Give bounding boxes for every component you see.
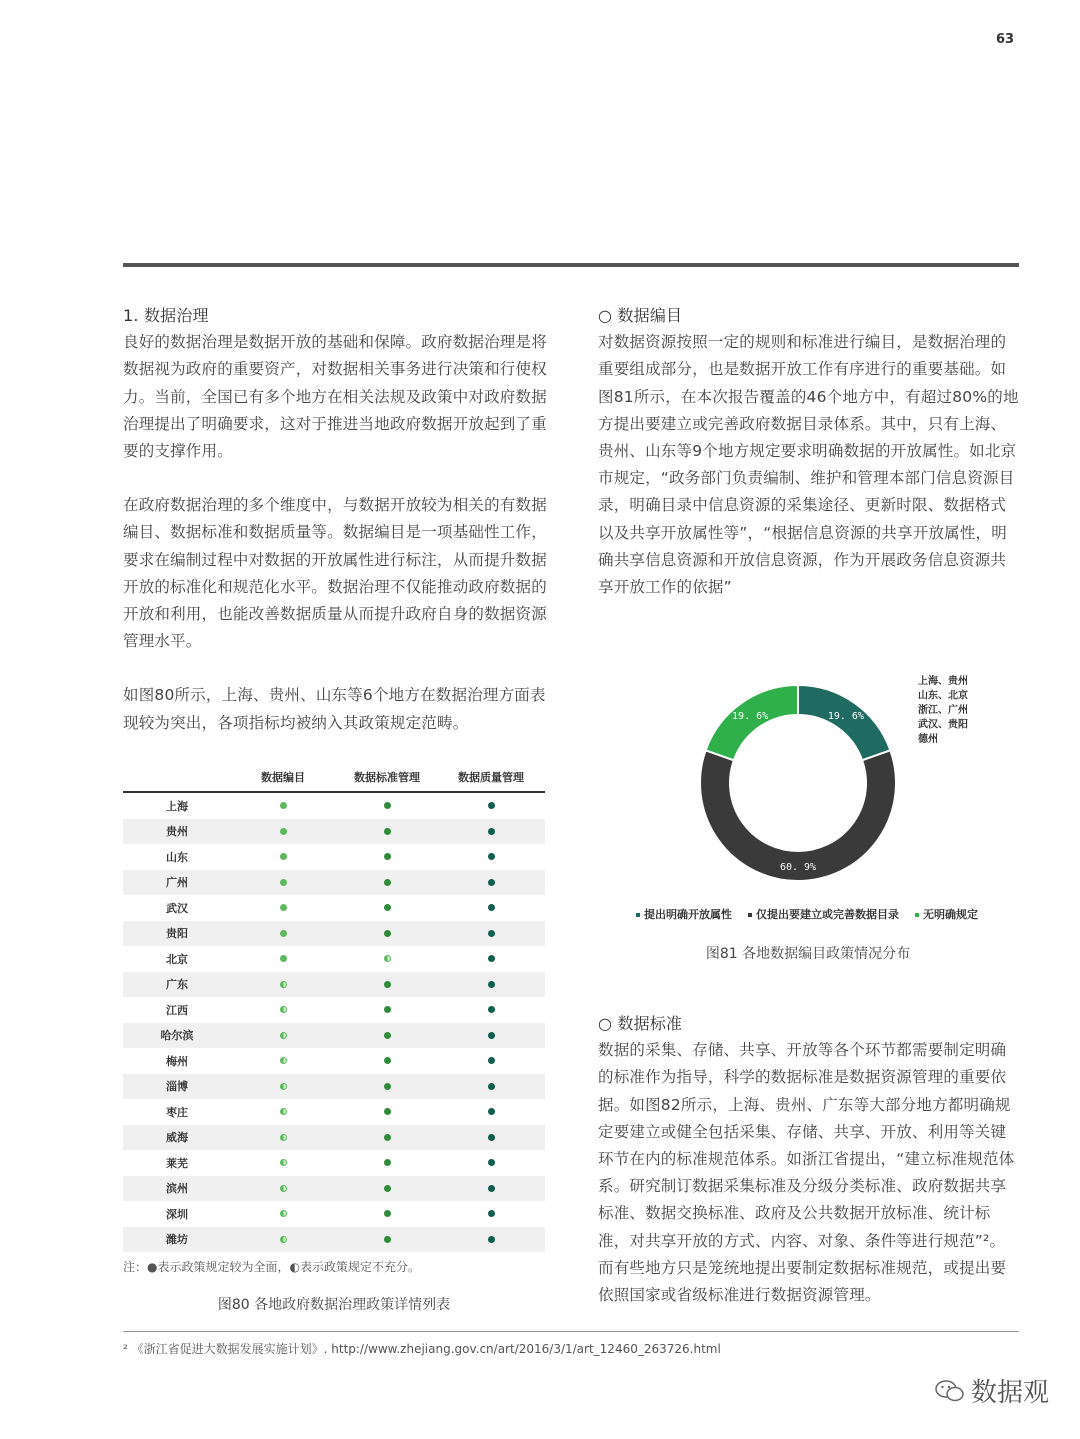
city-name: 梅州 bbox=[166, 1054, 188, 1068]
paragraph-2: 在政府数据治理的多个维度中，与数据开放较为相关的有数据编目、数据标准和数据质量等。数据编目是一项基础性工作，要求在编制过程中对数据的开放属性进行标注，从而提升数据开放的标准化和规范化水平。数据治理不仅能推动政府数据的开放和利用，也能改善数据质量从而提升政府自身的数据资源管理水平。 bbox=[123, 496, 547, 651]
table-cell bbox=[231, 1108, 335, 1115]
donut-chart bbox=[598, 640, 1018, 900]
table-cell bbox=[335, 853, 439, 860]
table-cell bbox=[439, 955, 543, 962]
table-cell bbox=[335, 1159, 439, 1166]
full-dot-icon bbox=[280, 879, 287, 886]
partial-dot-icon bbox=[384, 955, 391, 962]
table-cell bbox=[335, 802, 439, 809]
table-cell bbox=[335, 879, 439, 886]
partial-dot-icon bbox=[280, 1159, 287, 1166]
partial-dot-icon bbox=[280, 1185, 287, 1192]
table-cell bbox=[335, 1210, 439, 1217]
full-dot-icon bbox=[488, 1210, 495, 1217]
table-cell bbox=[439, 981, 543, 988]
full-dot-icon bbox=[384, 1083, 391, 1090]
city-name: 深圳 bbox=[166, 1207, 188, 1221]
full-dot-icon bbox=[384, 1006, 391, 1013]
full-dot-icon bbox=[280, 828, 287, 835]
table-cell bbox=[231, 904, 335, 911]
callout-line: 山东、北京 bbox=[918, 690, 968, 702]
full-dot-icon bbox=[384, 1108, 391, 1115]
legend-swatch-2 bbox=[748, 913, 752, 917]
partial-dot-icon bbox=[280, 981, 287, 988]
city-name: 贵州 bbox=[166, 825, 188, 839]
full-dot-icon bbox=[280, 802, 287, 809]
catalog-heading: ○ 数据编目 bbox=[598, 306, 683, 325]
city-name: 广州 bbox=[166, 876, 188, 890]
full-dot-icon bbox=[488, 1032, 495, 1039]
full-dot-icon bbox=[488, 1108, 495, 1115]
table-row bbox=[123, 1074, 545, 1100]
legend-item-1 bbox=[636, 906, 732, 922]
table-cell bbox=[335, 930, 439, 937]
city-name: 滨州 bbox=[166, 1182, 188, 1196]
table-cell bbox=[439, 802, 543, 809]
left-column bbox=[123, 302, 547, 737]
full-dot-icon bbox=[280, 955, 287, 962]
city-name: 武汉 bbox=[166, 901, 188, 915]
full-dot-icon bbox=[280, 904, 287, 911]
table-cell bbox=[439, 879, 543, 886]
slice-value-label: 19. 6% bbox=[827, 711, 864, 723]
top-rule bbox=[123, 263, 1019, 267]
table-cell bbox=[231, 930, 335, 937]
full-dot-icon bbox=[384, 904, 391, 911]
full-dot-icon bbox=[488, 828, 495, 835]
legend-label-3: 无明确规定 bbox=[923, 908, 978, 921]
table-cell bbox=[231, 828, 335, 835]
city-name: 北京 bbox=[166, 952, 188, 966]
table-cell bbox=[335, 1108, 439, 1115]
full-dot-icon bbox=[488, 853, 495, 860]
table-cell bbox=[231, 955, 335, 962]
table-row bbox=[123, 946, 545, 972]
slice-value-label: 19. 6% bbox=[732, 711, 769, 723]
table-row bbox=[123, 1125, 545, 1151]
table-row bbox=[123, 1227, 545, 1253]
table-cell bbox=[335, 955, 439, 962]
catalog-text: 对数据资源按照一定的规则和标准进行编目，是数据治理的重要组成部分，也是数据开放工作有序进行的重要基础。如图81所示，在本次报告覆盖的46个地方中，有超过80%的地方提出要建立或完善政府数据目录体系。其中，只有上海、贵州、山东等9个地方规定要求明确数据的开放属性。如北京市规定，“政务部门负责编制、维护和管理本部门信息资源目录，明确目录中信息资源的采集途径、更新时限、数据格式以及共享开放属性等”，“根据信息资源的共享开放属性，明确共享信息资源和开放信息资源，作为开展政务信息资源共享开放工作的依据” bbox=[598, 333, 1019, 597]
table-cell bbox=[335, 1134, 439, 1141]
paragraph-1: 良好的数据治理是数据开放的基础和保障。政府数据治理是将数据视为政府的重要资产，对数据相关事务进行决策和行使权力。当前，全国已有多个地方在相关法规及政策中对政府数据治理提出了明确要求，这对于推进当地政府数据开放起到了重要的支撑作用。 bbox=[123, 333, 547, 461]
table-row bbox=[123, 793, 545, 819]
section-heading: 1. 数据治理 bbox=[123, 306, 209, 325]
city-name: 江西 bbox=[166, 1003, 188, 1017]
paragraph-3: 如图80所示，上海、贵州、山东等6个地方在数据治理方面表现较为突出，各项指标均被纳入其政策规定范畴。 bbox=[123, 686, 546, 732]
table-row bbox=[123, 1201, 545, 1227]
full-dot-icon bbox=[280, 853, 287, 860]
table-cell bbox=[439, 1134, 543, 1141]
footnote-rule bbox=[123, 1331, 1019, 1332]
partial-dot-icon bbox=[280, 1083, 287, 1090]
full-dot-icon bbox=[488, 1185, 495, 1192]
callout-line: 上海、贵州 bbox=[918, 676, 968, 687]
city-name: 山东 bbox=[166, 850, 188, 864]
table-row bbox=[123, 972, 545, 998]
table-cell bbox=[439, 1006, 543, 1013]
full-dot-icon bbox=[384, 1236, 391, 1243]
full-dot-icon bbox=[488, 955, 495, 962]
figure-80-caption: 图80 各地政府数据治理政策详情列表 bbox=[217, 1297, 451, 1313]
wechat-icon bbox=[935, 1379, 965, 1403]
page-number: 63 bbox=[996, 32, 1015, 47]
table-cell bbox=[231, 853, 335, 860]
full-dot-icon bbox=[384, 1185, 391, 1192]
table-cell bbox=[439, 1057, 543, 1064]
full-dot-icon bbox=[488, 904, 495, 911]
partial-dot-icon bbox=[280, 1032, 287, 1039]
partial-dot-icon bbox=[280, 1236, 287, 1243]
full-dot-icon bbox=[384, 1057, 391, 1064]
legend-label-2: 仅提出要建立或完善数据目录 bbox=[756, 908, 899, 921]
partial-dot-icon bbox=[280, 1057, 287, 1064]
full-dot-icon bbox=[488, 1006, 495, 1013]
table-cell bbox=[335, 1185, 439, 1192]
table-note: 注：●表示政策规定较为全面，◐表示政策规定不充分。 bbox=[123, 1260, 420, 1274]
table-cell bbox=[231, 1210, 335, 1217]
full-dot-icon bbox=[384, 853, 391, 860]
full-dot-icon bbox=[384, 879, 391, 886]
header-standard: 数据标准管理 bbox=[354, 771, 420, 784]
city-name: 威海 bbox=[166, 1131, 188, 1145]
table-row bbox=[123, 819, 545, 845]
header-quality: 数据质量管理 bbox=[458, 771, 524, 784]
full-dot-icon bbox=[488, 1159, 495, 1166]
legend-swatch-1 bbox=[636, 913, 640, 917]
table-cell bbox=[231, 1236, 335, 1243]
standard-heading: ○ 数据标准 bbox=[598, 1014, 683, 1033]
city-name: 潍坊 bbox=[166, 1233, 188, 1247]
partial-dot-icon bbox=[280, 1006, 287, 1013]
watermark-text: 数据观 bbox=[971, 1378, 1050, 1408]
full-dot-icon bbox=[384, 1032, 391, 1039]
table-cell bbox=[231, 879, 335, 886]
table-cell bbox=[439, 828, 543, 835]
full-dot-icon bbox=[488, 1083, 495, 1090]
table-row bbox=[123, 1023, 545, 1049]
table-row bbox=[123, 1048, 545, 1074]
table-cell bbox=[335, 1032, 439, 1039]
table-cell bbox=[439, 1083, 543, 1090]
partial-dot-icon bbox=[280, 1134, 287, 1141]
table-row bbox=[123, 1099, 545, 1125]
full-dot-icon bbox=[488, 1236, 495, 1243]
city-name: 淄博 bbox=[166, 1080, 188, 1094]
table-cell bbox=[335, 1236, 439, 1243]
table-row bbox=[123, 844, 545, 870]
city-name: 贵阳 bbox=[166, 927, 188, 941]
table-row bbox=[123, 1176, 545, 1202]
full-dot-icon bbox=[280, 930, 287, 937]
city-name: 广东 bbox=[166, 978, 188, 992]
watermark bbox=[935, 1372, 1049, 1409]
table-cell bbox=[439, 1032, 543, 1039]
full-dot-icon bbox=[488, 802, 495, 809]
table-cell bbox=[335, 1006, 439, 1013]
legend-label-1: 提出明确开放属性 bbox=[644, 908, 732, 921]
city-name: 莱芜 bbox=[166, 1156, 188, 1170]
table-row bbox=[123, 870, 545, 896]
table-cell bbox=[231, 1032, 335, 1039]
full-dot-icon bbox=[384, 828, 391, 835]
table-cell bbox=[231, 1159, 335, 1166]
full-dot-icon bbox=[488, 879, 495, 886]
standard-text: 数据的采集、存储、共享、开放等各个环节都需要制定明确的标准作为指导，科学的数据标准是数据资源管理的重要依据。如图82所示，上海、贵州、广东等大部分地方都明确规定要建立或健全包括采集、存储、共享、开放、利用等关键环节在内的标准规范体系。如浙江省提出，“建立标准规范体系。研究制订数据采集标准及分级分类标准、政府数据共享标准、数据交换标准、政府及公共数据开放标准、统计标准，对共享开放的方式、内容、对象、条件等进行规范”²。而有些地方只是笼统地提出要制定数据标准规范，或提出要依照国家或省级标准进行数据资源管理。 bbox=[598, 1041, 1015, 1305]
table-cell bbox=[335, 1057, 439, 1064]
table-row bbox=[123, 1150, 545, 1176]
partial-dot-icon bbox=[280, 1108, 287, 1115]
donut-slice bbox=[798, 685, 890, 760]
table-cell bbox=[335, 828, 439, 835]
table-cell bbox=[335, 981, 439, 988]
full-dot-icon bbox=[384, 981, 391, 988]
full-dot-icon bbox=[488, 930, 495, 937]
city-name: 上海 bbox=[166, 799, 188, 813]
table-cell bbox=[439, 1185, 543, 1192]
table-cell bbox=[439, 1210, 543, 1217]
right-column-bottom bbox=[598, 1010, 1020, 1309]
table-row bbox=[123, 921, 545, 947]
table-cell bbox=[231, 1134, 335, 1141]
city-name: 哈尔滨 bbox=[160, 1029, 194, 1043]
full-dot-icon bbox=[488, 1134, 495, 1141]
city-name: 枣庄 bbox=[166, 1105, 188, 1119]
table-cell bbox=[231, 1057, 335, 1064]
table-row bbox=[123, 997, 545, 1023]
full-dot-icon bbox=[384, 802, 391, 809]
table-cell bbox=[231, 981, 335, 988]
table-cell bbox=[335, 904, 439, 911]
table-cell bbox=[439, 853, 543, 860]
table-body bbox=[123, 793, 545, 1252]
table-cell bbox=[439, 1108, 543, 1115]
full-dot-icon bbox=[384, 1159, 391, 1166]
table-header bbox=[123, 765, 545, 793]
partial-dot-icon bbox=[280, 1210, 287, 1217]
table-cell bbox=[231, 802, 335, 809]
chart-legend bbox=[636, 906, 978, 922]
callout-line: 武汉、贵阳 bbox=[918, 719, 968, 731]
table-cell bbox=[231, 1006, 335, 1013]
table-cell bbox=[231, 1083, 335, 1090]
slice-value-label: 60. 9% bbox=[779, 862, 817, 873]
governance-table bbox=[123, 765, 545, 1252]
legend-item-3 bbox=[915, 906, 978, 922]
table-cell bbox=[439, 930, 543, 937]
table-cell bbox=[439, 1159, 543, 1166]
full-dot-icon bbox=[488, 981, 495, 988]
donut-slice bbox=[706, 685, 798, 760]
full-dot-icon bbox=[384, 1134, 391, 1141]
table-cell bbox=[439, 1236, 543, 1243]
legend-item-2 bbox=[748, 906, 899, 922]
header-catalog: 数据编目 bbox=[261, 771, 305, 784]
callout-line: 浙江、广州 bbox=[918, 705, 968, 716]
full-dot-icon bbox=[384, 930, 391, 937]
table-row bbox=[123, 895, 545, 921]
table-cell bbox=[231, 1185, 335, 1192]
figure-81-caption: 图81 各地数据编目政策情况分布 bbox=[705, 946, 911, 962]
table-cell bbox=[335, 1083, 439, 1090]
full-dot-icon bbox=[488, 1057, 495, 1064]
footnote: ² 《浙江省促进大数据发展实施计划》. http://www.zhejiang.gov.cn/art/2016/3/1/art_12460_263726.html bbox=[123, 1342, 721, 1356]
legend-swatch-3 bbox=[915, 913, 919, 917]
full-dot-icon bbox=[384, 1210, 391, 1217]
callout-line: 德州 bbox=[918, 734, 938, 745]
right-column-top bbox=[598, 302, 1020, 601]
table-cell bbox=[439, 904, 543, 911]
